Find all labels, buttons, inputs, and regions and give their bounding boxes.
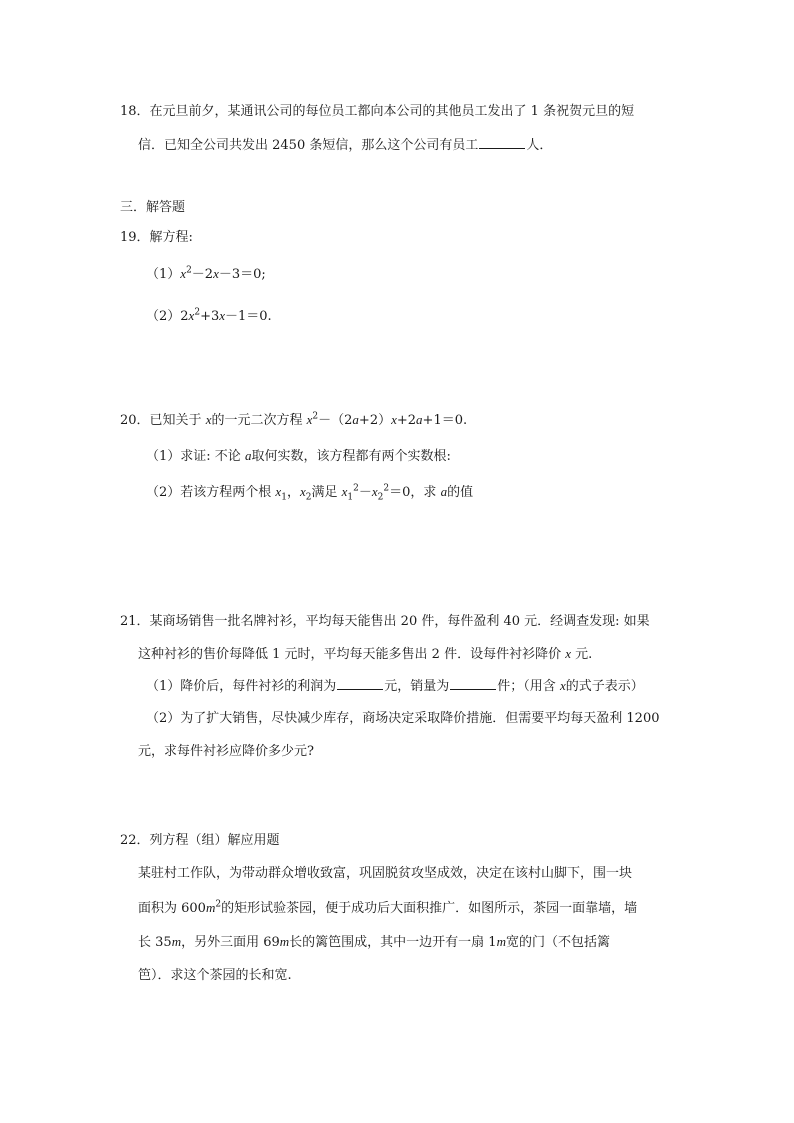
var-x: x <box>306 412 313 427</box>
q20-p2-b: ， <box>286 485 300 500</box>
q19-p2-label: （2）2 <box>146 309 189 324</box>
section-title: 三．解答题 <box>120 200 186 215</box>
var-x: x <box>299 484 306 499</box>
q19-p1-end: －3＝0; <box>218 267 266 282</box>
q21-profit-blank[interactable] <box>337 677 383 690</box>
q21-line2 <box>138 645 592 664</box>
var-m: m <box>279 934 290 949</box>
q21-text-2: 这种衬衫的售价每降低 1 元时，平均每天能多售出 2 件．设每件衬衫降价 <box>138 647 562 662</box>
var-a: a <box>440 484 448 499</box>
q19-part2 <box>146 307 272 326</box>
q22-text-3c: 长的篱笆围成，其中一边开有一扇 1 <box>289 935 497 950</box>
q19-p1-mid: －2 <box>191 267 214 282</box>
q20-text-c: －（2 <box>318 413 353 428</box>
q18-answer-blank[interactable] <box>479 136 525 149</box>
q18-text-1: 18．在元旦前夕，某通讯公司的每位员工都向本公司的其他员工发出了 1 条祝贺元旦的短 <box>120 104 635 119</box>
q22-text-4: 笆）．求这个茶园的长和宽. <box>138 968 292 983</box>
q21-p1-b: 元，销量为 <box>384 679 450 694</box>
q20-p1-b: 取何实数，该方程都有两个实数根: <box>251 449 451 464</box>
q20-p2-a: （2）若该方程两个根 <box>146 485 272 500</box>
q21-text-3: 元. <box>575 647 593 662</box>
sub-1: 1 <box>347 492 354 503</box>
q22-text-3a: 长 35 <box>138 935 172 950</box>
q22-line2 <box>138 899 637 918</box>
q21-p2-text-1: （2）为了扩大销售，尽快减少库存，商场决定采取降价措施．但需要平均每天盈利 1200 <box>146 711 660 726</box>
q19-title: 19．解方程: <box>120 230 193 245</box>
q20-head <box>120 411 467 430</box>
q20-text-d: +2） <box>358 413 392 428</box>
q20-text-f: +1＝0. <box>422 413 468 428</box>
q18-text-3: 人． <box>526 138 553 153</box>
q18-text-2: 信．已知全公司共发出 2450 条短信，那么这个公司有员工 <box>138 138 479 153</box>
q20-p2-d: － <box>358 485 372 500</box>
q19-part1 <box>146 265 266 284</box>
var-x: x <box>371 484 378 499</box>
var-x: x <box>213 266 219 281</box>
sub-1: 1 <box>281 492 287 503</box>
var-m: m <box>171 934 182 949</box>
var-x: x <box>188 308 195 323</box>
sub-2: 2 <box>305 492 312 503</box>
q20-text-a: 20．已知关于 <box>120 413 202 428</box>
section-heading <box>120 199 185 217</box>
q22-line3 <box>138 933 610 952</box>
var-m: m <box>205 900 216 915</box>
q21-p1-d: 的式子表示） <box>565 679 644 694</box>
q20-part2 <box>146 483 473 502</box>
q21-p2-text-2: 元，求每件衬衫应降价多少元? <box>138 744 314 759</box>
var-x: x <box>275 484 282 499</box>
q19-p2-end: －1＝0. <box>225 309 272 324</box>
var-x: x <box>205 412 212 427</box>
q22-line1 <box>138 865 632 883</box>
q22-text-3b: ，另外三面用 69 <box>181 935 280 950</box>
q19-p1-label: （1） <box>146 267 181 282</box>
q21-part2-line1 <box>146 710 660 728</box>
var-x: x <box>219 308 226 323</box>
q20-p2-f: 的值 <box>447 485 474 500</box>
q20-p1-a: （1）求证: 不论 <box>146 449 241 464</box>
var-x: x <box>180 266 187 281</box>
var-a: a <box>352 412 359 427</box>
var-x: x <box>565 646 571 661</box>
sub-2: 2 <box>377 492 384 503</box>
q22-text-2a: 面积为 600 <box>138 901 206 916</box>
q22-text-2b: 的矩形试验茶园，便于成功后大面积推广．如图所示，茶园一面靠墙，墙 <box>221 901 638 916</box>
q22-head <box>120 832 280 850</box>
q21-part2-line2 <box>138 743 314 761</box>
q19-p2-mid: +3 <box>200 309 220 324</box>
exp-2: 2 <box>186 265 192 276</box>
var-x: x <box>559 678 566 693</box>
q19-head <box>120 229 193 247</box>
q20-text-b: 的一元二次方程 <box>211 413 303 428</box>
q21-p1-a: （1）降价后，每件衬衫的利润为 <box>146 679 337 694</box>
q21-p1-c: 件；（用含 <box>497 679 556 694</box>
var-a: a <box>416 412 423 427</box>
q21-line1 <box>120 613 650 631</box>
q22-line4 <box>138 967 292 985</box>
q21-sales-blank[interactable] <box>450 677 496 690</box>
q22-text-3d: 宽的门（不包括篱 <box>505 935 610 950</box>
q20-p2-e: ＝0，求 <box>389 485 437 500</box>
q20-text-e: +2 <box>396 413 417 428</box>
q22-text-1: 某驻村工作队，为带动群众增收致富，巩固脱贫攻坚成效，决定在该村山脚下，围一块 <box>138 866 633 881</box>
q22-title: 22．列方程（组）解应用题 <box>120 833 280 848</box>
var-x: x <box>341 484 348 499</box>
exp-2: 2 <box>353 483 359 494</box>
exp-2: 2 <box>383 483 390 494</box>
var-a: a <box>244 448 252 463</box>
exp-2: 2 <box>312 411 319 422</box>
exp-2: 2 <box>194 307 201 318</box>
exp-2: 2 <box>215 899 222 910</box>
q21-part1 <box>146 677 644 696</box>
q20-part1 <box>146 447 451 466</box>
var-x: x <box>391 412 397 427</box>
q21-text-1: 21．某商场销售一批名牌衬衫，平均每天能售出 20 件，每件盈利 40 元．经调查发现: 如果 <box>120 614 650 629</box>
q18-line2 <box>138 136 552 155</box>
q20-p2-c: 满足 <box>311 485 338 500</box>
var-m: m <box>496 934 506 949</box>
q18-line1 <box>120 103 634 121</box>
